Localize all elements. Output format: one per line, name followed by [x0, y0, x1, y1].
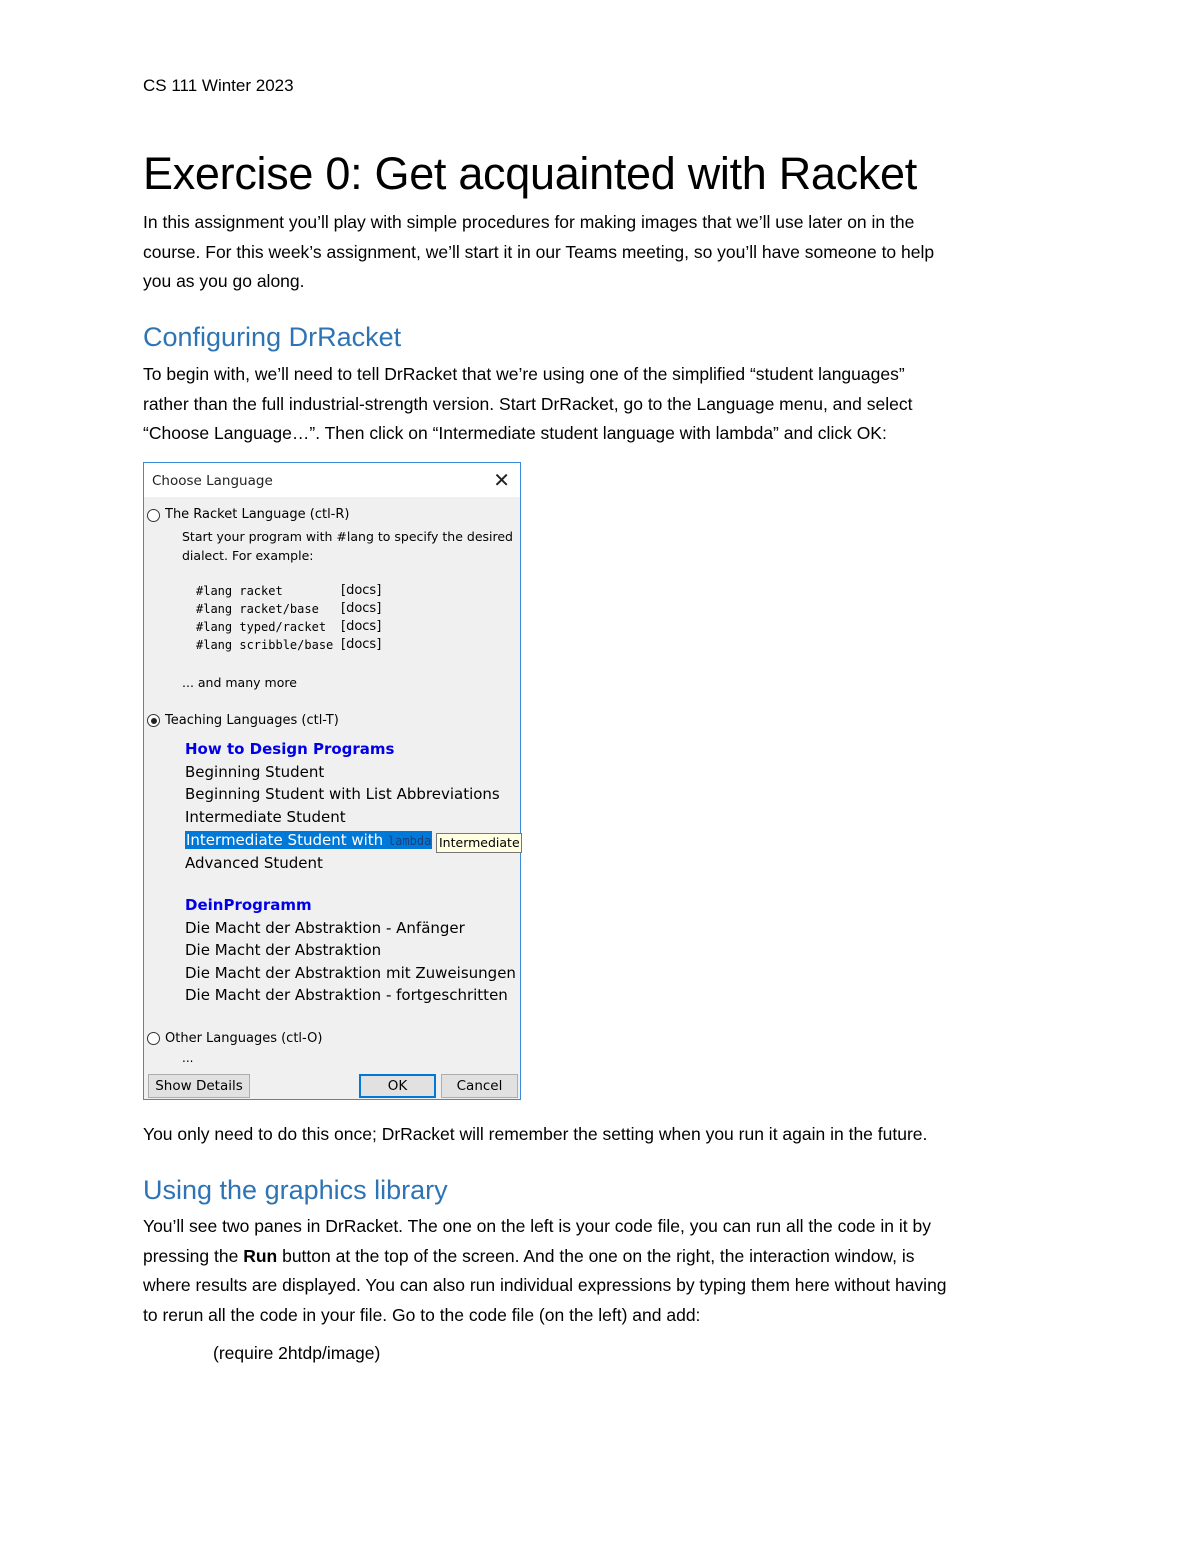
docs-link[interactable]: [docs]	[341, 619, 382, 634]
paragraph-line: To begin with, we’ll need to tell DrRacket that we’re using one of the simplified “student languages”	[143, 364, 905, 384]
language-item[interactable]: Die Macht der Abstraktion	[185, 941, 382, 959]
close-icon[interactable]: ✕	[493, 468, 510, 492]
language-item[interactable]: Beginning Student with List Abbreviations	[185, 785, 500, 803]
racket-desc-line: dialect. For example:	[182, 548, 314, 563]
language-item[interactable]: Die Macht der Abstraktion - Anfänger	[185, 919, 465, 937]
paragraph-line: “Choose Language…”. Then click on “Intermediate student language with lambda” and click OK:	[143, 423, 887, 443]
language-item[interactable]: Intermediate Student	[185, 808, 346, 826]
racket-language-label: The Racket Language (ctl-R)	[165, 507, 350, 522]
section-heading-graphics: Using the graphics library	[143, 1175, 448, 1205]
dialog-title: Choose Language	[152, 473, 273, 489]
paragraph-line: where results are displayed. You can also run individual expressions by typing them here without having	[143, 1275, 947, 1295]
language-item[interactable]: Advanced Student	[185, 854, 323, 872]
other-languages-label: Other Languages (ctl-O)	[165, 1031, 323, 1046]
intro-line: In this assignment you’ll play with simple procedures for making images that we’ll use later on in the	[143, 212, 915, 232]
selected-item-label: Intermediate Student with	[186, 831, 388, 849]
lang-example: #lang scribble/base	[196, 638, 334, 652]
after-dialog-paragraph: You only need to do this once; DrRacket will remember the setting when you run it again in the future.	[143, 1124, 928, 1144]
course-header: CS 111 Winter 2023	[143, 76, 294, 95]
configuring-paragraph	[143, 360, 1073, 449]
cancel-button[interactable]: Cancel	[441, 1074, 518, 1098]
choose-language-dialog	[143, 462, 521, 1100]
and-many-more: ... and many more	[182, 675, 297, 690]
language-item[interactable]: Beginning Student	[185, 763, 325, 781]
paragraph-line: rather than the full industrial-strength version. Start DrRacket, go to the Language menu, and select	[143, 393, 913, 414]
other-ellipsis: ...	[182, 1051, 194, 1065]
racket-desc-line: Start your program with #lang to specify the desired	[182, 529, 513, 544]
docs-link[interactable]: [docs]	[341, 583, 382, 598]
language-item[interactable]: Die Macht der Abstraktion mit Zuweisungen	[185, 964, 516, 982]
lang-example: #lang racket	[196, 584, 283, 598]
page-title: Exercise 0: Get acquainted with Racket	[143, 148, 917, 199]
show-details-button[interactable]: Show Details	[148, 1074, 250, 1098]
language-item[interactable]: Die Macht der Abstraktion - fortgeschritten	[185, 986, 508, 1004]
other-languages-radio[interactable]	[147, 1032, 160, 1045]
dialog-titlebar	[144, 463, 520, 497]
intro-line: course. For this week’s assignment, we’ll start it in our Teams meeting, so you’ll have someone to help	[143, 241, 935, 262]
ok-button[interactable]: OK	[359, 1074, 436, 1098]
htdp-group-heading: How to Design Programs	[185, 740, 395, 758]
paragraph-line: to rerun all the code in your file. Go to the code file (on the left) and add:	[143, 1304, 701, 1325]
lang-example: #lang racket/base	[196, 602, 319, 616]
selected-item-code: lambda	[387, 834, 432, 848]
graphics-paragraph	[143, 1212, 1073, 1330]
tooltip: Intermediate	[436, 833, 522, 853]
intro-line: you as you go along.	[143, 271, 305, 291]
language-item-selected[interactable]	[185, 831, 432, 849]
deinprogramm-group-heading: DeinProgramm	[185, 896, 312, 914]
paragraph-line: button at the top of the screen. And the one on the right, the interaction window, is	[277, 1245, 915, 1266]
run-bold: Run	[243, 1245, 278, 1266]
section-heading-configuring: Configuring DrRacket	[143, 322, 402, 352]
docs-link[interactable]: [docs]	[341, 637, 382, 652]
require-code-line: (require 2htdp/image)	[213, 1343, 381, 1363]
docs-link[interactable]: [docs]	[341, 601, 382, 616]
teaching-languages-radio[interactable]	[147, 714, 160, 727]
paragraph-line: You’ll see two panes in DrRacket. The one on the left is your code file, you can run all the code in it by	[143, 1216, 931, 1236]
teaching-languages-label: Teaching Languages (ctl-T)	[165, 713, 339, 728]
paragraph-line: pressing the	[143, 1245, 244, 1266]
racket-language-radio[interactable]	[147, 509, 160, 522]
intro-paragraph	[143, 208, 1073, 297]
lang-example: #lang typed/racket	[196, 620, 327, 634]
